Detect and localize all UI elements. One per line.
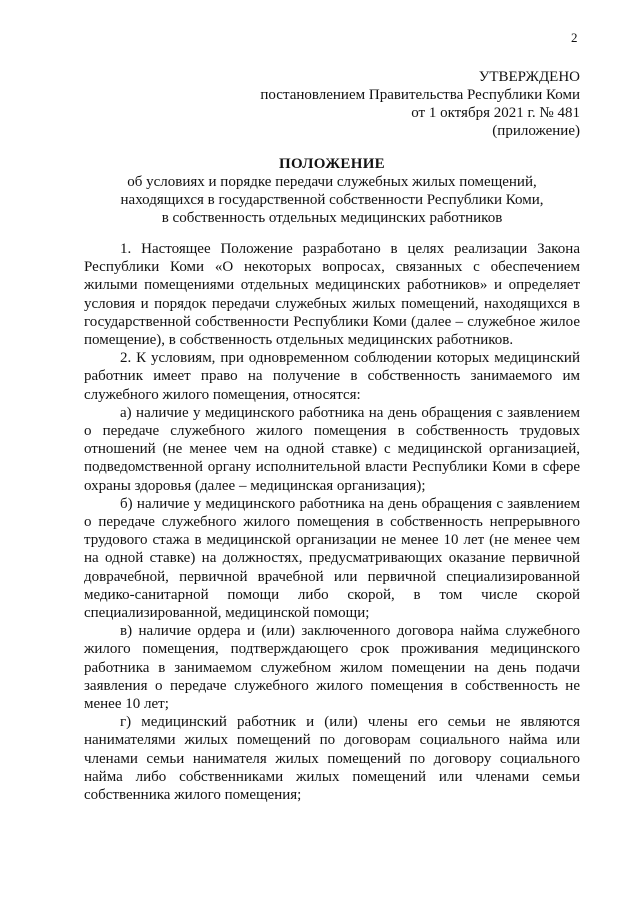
approval-title: УТВЕРЖДЕНО [478,69,580,85]
paragraph-2a: а) наличие у медицинского работника на день обращения с заявлением о передаче служебного жилого помещения в собственность трудовых отношений (не менее чем на одной ставке) с медицинской организацией, подведомственной органу исполнительной власти Республики Коми в сфере охраны здоровья (далее – медицинская организация); [84,404,580,494]
paragraph-1: 1. Настоящее Положение разработано в целях реализации Закона Республики Коми «О некоторых вопросах, связанных с обеспечением жилыми помещениями отдельных медицинских работников» и определяет условия и порядок передачи служебных жилых помещений, находящихся в государственной собственности Республики Коми (далее – служебное жилое помещение), в собственность отдельных медицинских работников. [84,241,580,349]
paragraph-2: 2. К условиям, при одновременном соблюдении которых медицинский работник имеет право на получение в собственность занимаемого им служебного жилого помещения, относятся: [84,350,580,403]
document-subtitle-line-3: в собственность отдельных медицинских работников [161,210,503,226]
paragraph-2c: в) наличие ордера и (или) заключенного договора найма служебного жилого помещения, подтверждающего срок проживания медицинского работника в занимаемом служебном жилом помещении на день подачи заявления о передаче служебного жилого помещения в собственность не менее 10 лет; [84,623,580,713]
approval-appendix: (приложение) [492,123,580,139]
approval-date: от 1 октября 2021 г. № 481 [411,105,580,121]
document-body [84,240,580,804]
document-title: ПОЛОЖЕНИЕ [279,156,385,172]
document-subtitle-line-1: об условиях и порядке передачи служебных жилых помещений, [127,174,537,190]
approval-block [260,68,580,140]
approval-decree: постановлением Правительства Республики Коми [260,87,580,103]
paragraph-2d: г) медицинский работник и (или) члены его семьи не являются нанимателями жилых помещений по договорам социального найма или членами семьи нанимателя жилых помещений по договору социального найма либо собственниками жилых помещений или членами семьи собственника жилого помещения; [84,714,580,804]
document-heading [84,155,580,227]
paragraph-2b: б) наличие у медицинского работника на день обращения с заявлением о передаче служебного жилого помещения в собственность непрерывного трудового стажа в медицинской организации не менее 10 лет (не менее чем на одной ставке) на должностях, предусматривающих оказание первичной доврачебной, первичной врачебной или первичной специализированной медико-санитарной помощи либо скорой, в том числе скорой специализированной, медицинской помощи; [84,495,580,622]
document-subtitle-line-2: находящихся в государственной собственности Республики Коми, [120,192,544,208]
page-number: 2 [571,30,578,45]
